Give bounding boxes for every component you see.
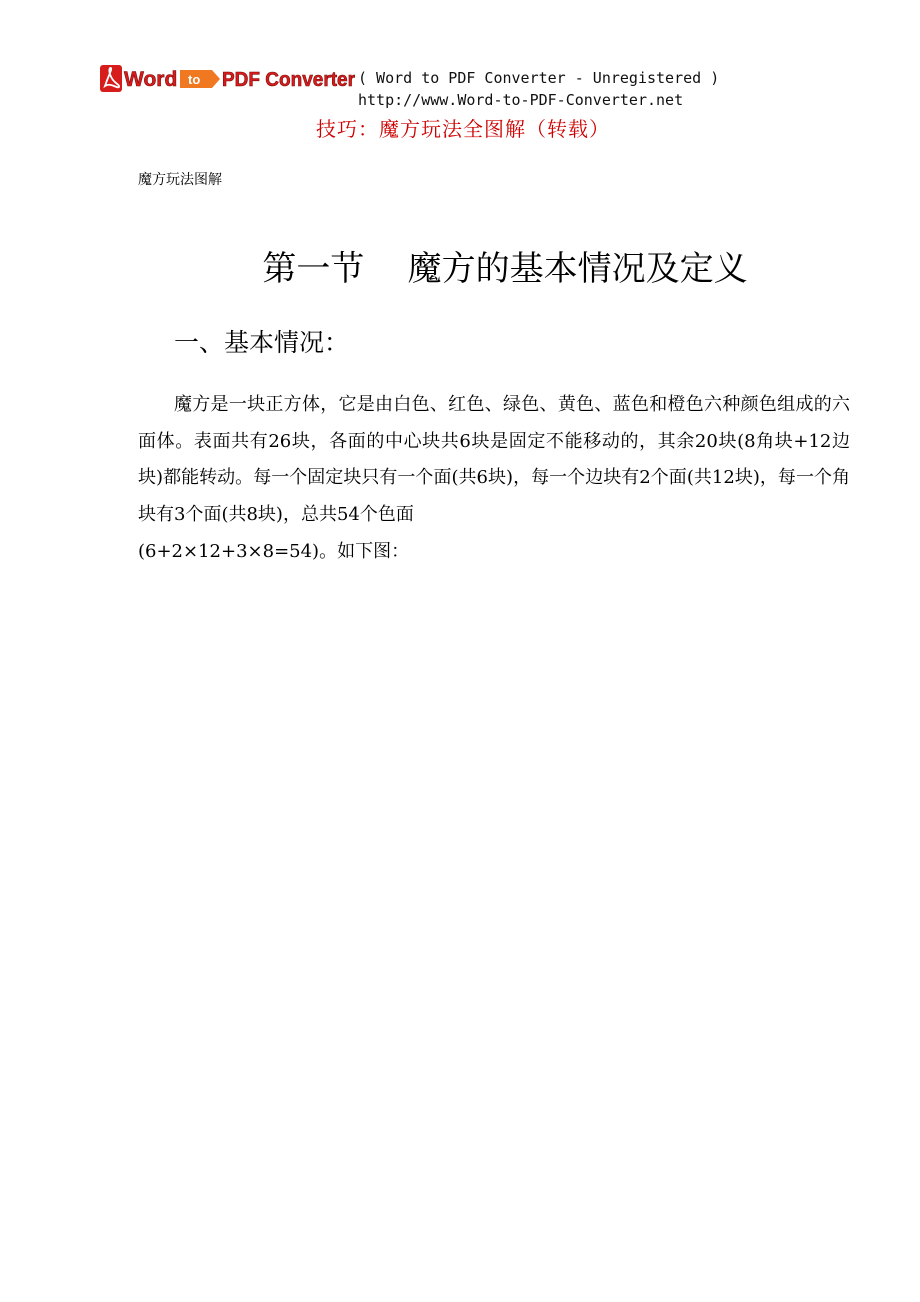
sub-heading: 一、基本情况： — [174, 328, 350, 357]
svg-text:PDF Converter: PDF Converter — [222, 69, 356, 91]
section-heading: 第一节 魔方的基本情况及定义 — [262, 249, 748, 289]
to-badge-icon — [180, 70, 220, 88]
unregistered-note: ( Word to PDF Converter - Unregistered ) — [358, 69, 720, 87]
document-title: 技巧：魔方玩法全图解（转载） — [316, 117, 610, 141]
acrobat-icon — [100, 65, 122, 92]
formula-line: (6+2×12+3×8=54)。如下图： — [138, 541, 410, 562]
word-to-pdf-converter-logo — [100, 64, 356, 94]
document-label: 魔方玩法图解 — [138, 172, 222, 188]
body-paragraph: 魔方是一块正方体，它是由白色、红色、绿色、黄色、蓝色和橙色六种颜色组成的六面体。表面共有26块，各面的中心块共6块是固定不能移动的，其余20块(8角块+12边块)都能转动。每一个固定块只有一个面(共6块)，每一个边块有2个面(共12块)，每一个角块有3个面(共8块)，总共54个色面 — [138, 394, 850, 525]
svg-text:Word: Word — [124, 68, 178, 91]
svg-text:to: to — [188, 72, 201, 87]
converter-url-text: http://www.Word-to-PDF-Converter.net — [358, 91, 684, 109]
